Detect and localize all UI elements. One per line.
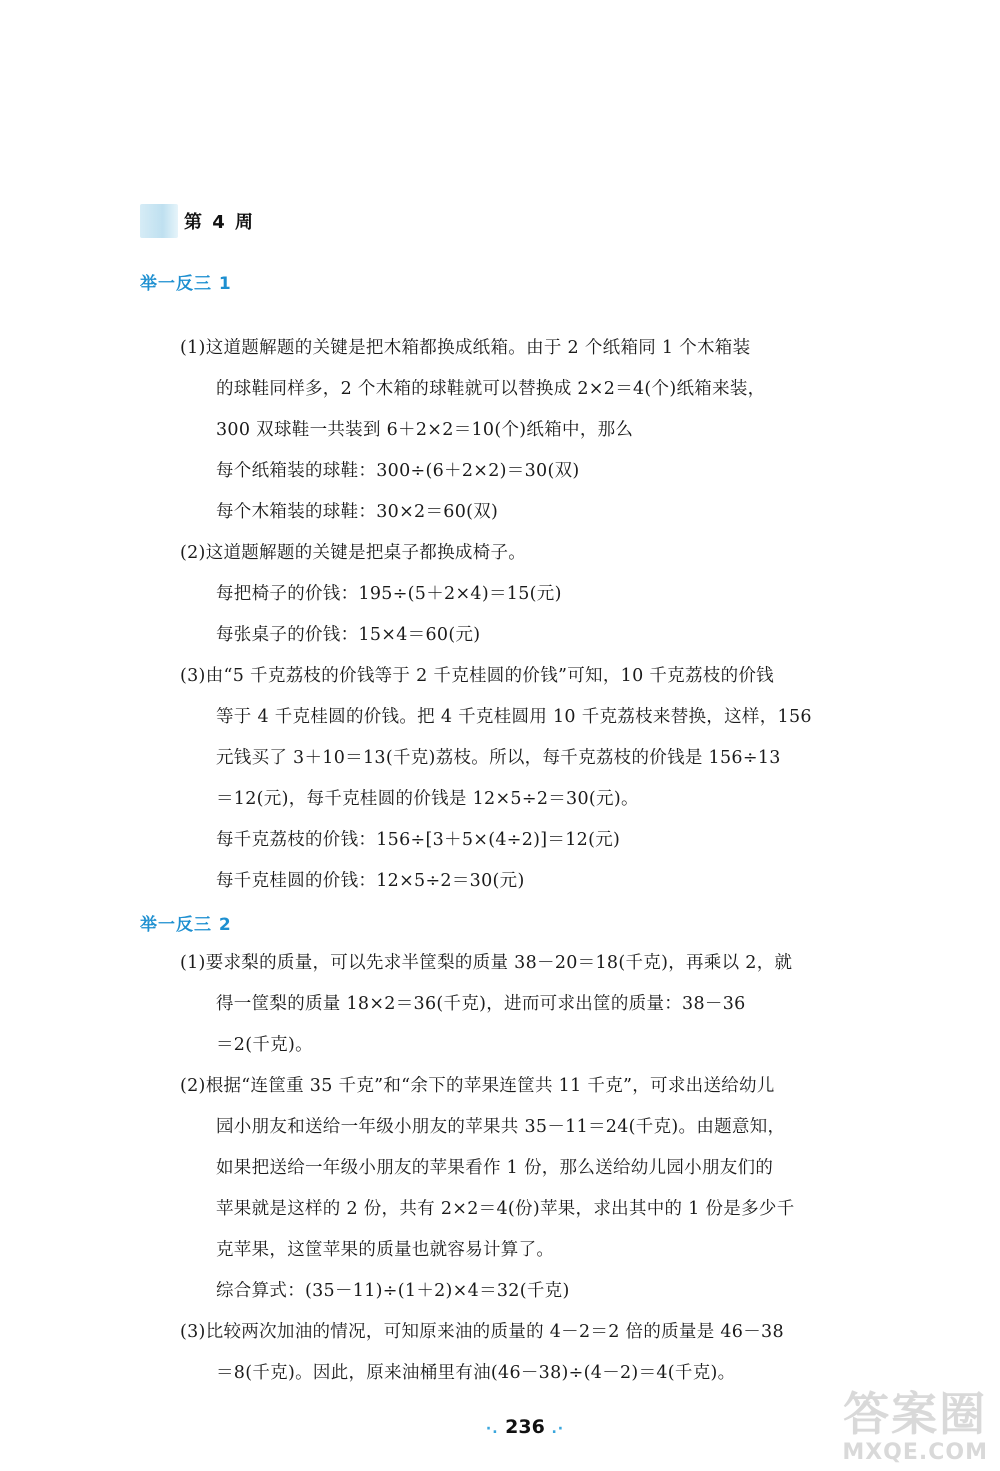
week-tab-decoration — [140, 204, 178, 238]
problem-text-line: ＝2(千克)。 — [216, 1035, 313, 1055]
week-title: 第 4 周 — [184, 212, 256, 233]
dots-decoration: .· — [551, 1421, 565, 1437]
problem-text-line: (2)这道题解题的关键是把桌子都换成椅子。 — [180, 543, 527, 563]
formula-line: 每千克桂圆的价钱：12×5÷2＝30(元) — [216, 871, 525, 891]
problem-text-line: 得一筐梨的质量 18×2＝36(千克)，进而可求出筐的质量：38－36 — [216, 994, 746, 1014]
problem-text-line: (1)这道题解题的关键是把木箱都换成纸箱。由于 2 个纸箱同 1 个木箱装 — [180, 338, 751, 358]
problem-text-line: 园小朋友和送给一年级小朋友的苹果共 35－11＝24(千克)。由题意知， — [216, 1117, 786, 1137]
formula-line: 综合算式：(35－11)÷(1＋2)×4＝32(千克) — [216, 1281, 570, 1301]
problem-text-line: 元钱买了 3＋10＝13(千克)荔枝。所以，每千克荔枝的价钱是 156÷13 — [216, 748, 781, 768]
problem-text-line: (3)由“5 千克荔枝的价钱等于 2 千克桂圆的价钱”可知，10 千克荔枝的价钱 — [180, 666, 774, 686]
problem-text-line: (1)要求梨的质量，可以先求半筐梨的质量 38－20＝18(千克)，再乘以 2，就 — [180, 953, 793, 973]
problem-text-line: (3)比较两次加油的情况，可知原来油的质量的 4－2＝2 倍的质量是 46－38 — [180, 1322, 784, 1342]
formula-line: 每把椅子的价钱：195÷(5＋2×4)＝15(元) — [216, 584, 562, 604]
section-title: 举一反三 2 — [140, 915, 232, 935]
formula-line: 每个木箱装的球鞋：30×2＝60(双) — [216, 502, 499, 522]
problem-text-line: 如果把送给一年级小朋友的苹果看作 1 份，那么送给幼儿园小朋友们的 — [216, 1158, 774, 1178]
formula-line: 每张桌子的价钱：15×4＝60(元) — [216, 625, 481, 645]
formula-line: 每千克荔枝的价钱：156÷[3＋5×(4÷2)]＝12(元) — [216, 830, 621, 850]
problem-text-line: 苹果就是这样的 2 份，共有 2×2＝4(份)苹果，求出其中的 1 份是多少千 — [216, 1199, 795, 1219]
page-number — [470, 1416, 580, 1438]
week-header — [140, 204, 255, 238]
problem-text-line: ＝8(千克)。因此，原来油桶里有油(46－38)÷(4－2)＝4(千克)。 — [216, 1363, 736, 1383]
problem-text-line: 300 双球鞋一共装到 6＋2×2＝10(个)纸箱中，那么 — [216, 420, 634, 440]
problem-text-line: ＝12(元)，每千克桂圆的价钱是 12×5÷2＝30(元)。 — [216, 789, 639, 809]
problem-text-line: 克苹果，这筐苹果的质量也就容易计算了。 — [216, 1240, 555, 1260]
watermark-text: 答案圈 — [843, 1387, 988, 1441]
formula-line: 每个纸箱装的球鞋：300÷(6＋2×2)＝30(双) — [216, 461, 580, 481]
problem-text-line: (2)根据“连筐重 35 千克”和“余下的苹果连筐共 11 千克”，可求出送给幼儿 — [180, 1076, 775, 1096]
watermark-logo — [842, 1378, 988, 1465]
watermark-url: MXQE.COM — [842, 1440, 988, 1465]
dots-decoration: ·. — [485, 1421, 499, 1437]
problem-text-line: 等于 4 千克桂圆的价钱。把 4 千克桂圆用 10 千克荔枝来替换，这样，156 — [216, 707, 812, 727]
section-title: 举一反三 1 — [140, 274, 232, 294]
page-number-text: 236 — [505, 1416, 545, 1438]
problem-text-line: 的球鞋同样多，2 个木箱的球鞋就可以替换成 2×2＝4(个)纸箱来装， — [216, 379, 766, 399]
